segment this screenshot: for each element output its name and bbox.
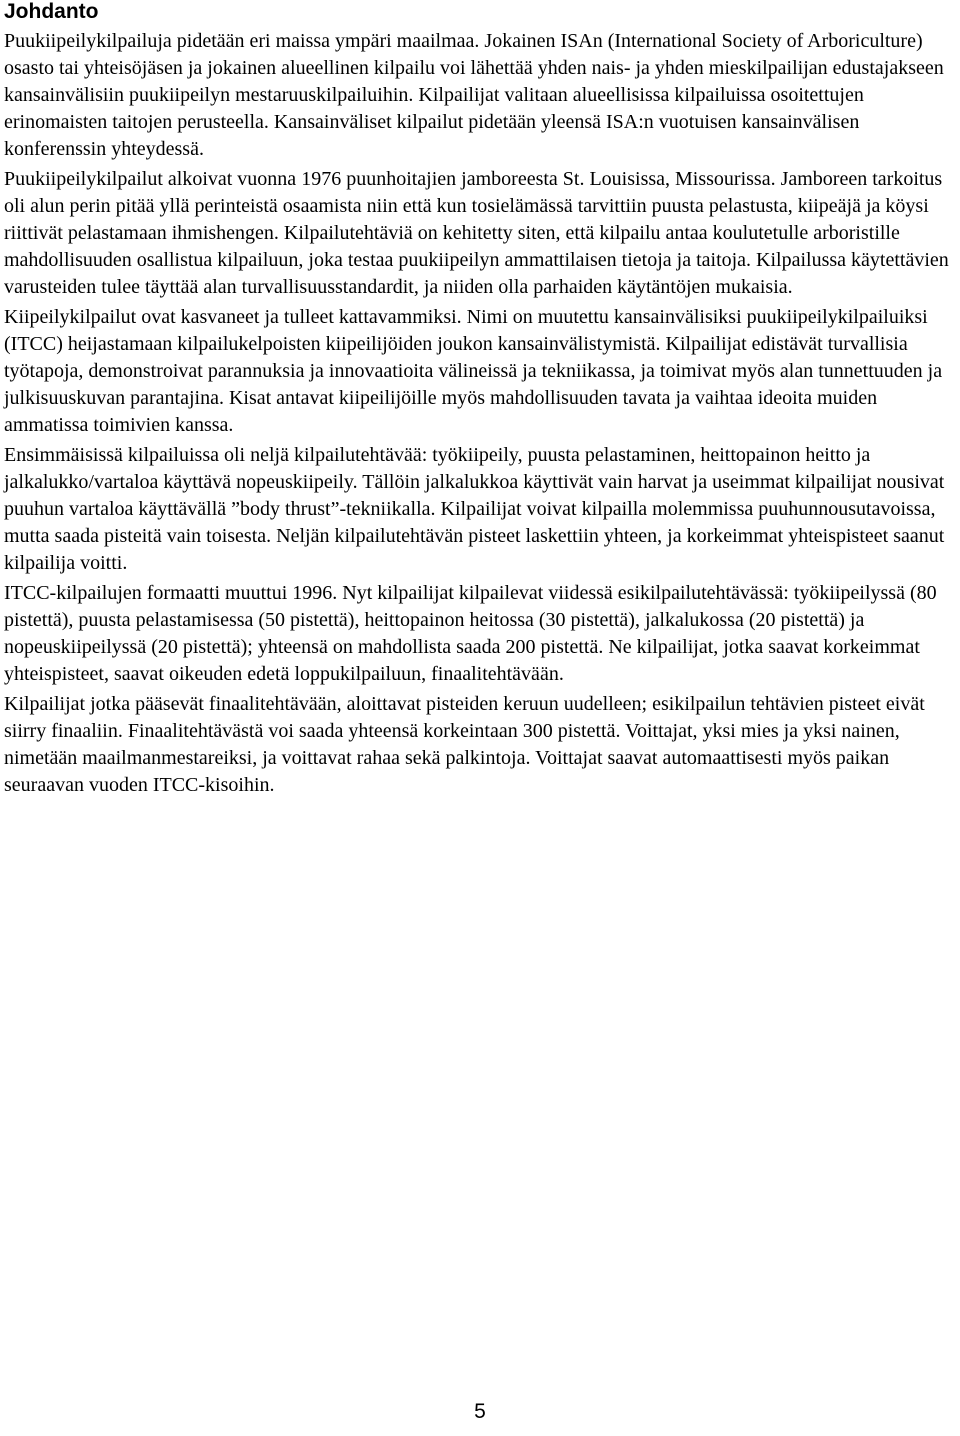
- paragraph-history: Puukiipeilykilpailut alkoivat vuonna 1976 puunhoitajien jamboreesta St. Louisissa, Missourissa. Jamboreen tarkoitus oli alun perin pitää yllä perinteistä osaamista niin että kun tosielämässä tarvittiin puusta pelastusta, kiipeäjä ja köysi riittivät pelastamaan ihmishengen. Kilpailutehtäviä on kehitetty siten, että kilpailu antaa koulutetulle arboristille mahdollisuuden osallistua kilpailuun, joka testaa puukiipeilyn ammattilaisen tietoja ja taitoja. Kilpailussa käytettävien varusteiden tulee täyttää alan turvallisuusstandardit, ja niiden olla parhaiden käytäntöjen mukaisia.: [4, 168, 949, 298]
- page-heading: Johdanto: [4, 0, 99, 23]
- paragraph-finals: Kilpailijat jotka pääsevät finaalitehtävään, aloittavat pisteiden keruun uudelleen; esikilpailun tehtävien pisteet eivät siirry finaaliin. Finaalitehtävästä voi saada yhteensä korkeintaan 300 pistettä. Voittajat, yksi mies ja yksi nainen, nimetään maailmanmestareiksi, ja voittavat rahaa sekä palkintoja. Voittajat saavat automaattisesti myös paikan seuraavan vuoden ITCC-kisoihin.: [4, 693, 925, 796]
- paragraph-growth: Kiipeilykilpailut ovat kasvaneet ja tulleet kattavammiksi. Nimi on muutettu kansainvälisiksi puukiipeilykilpailuiksi (ITCC) heijastamaan kilpailukelpoisten kiipeilijöiden joukon kansainvälistymistä. Kilpailijat edistävät turvallisia työtapoja, demonstroivat parannuksia ja innovaatioita välineissä ja tekniikassa, ja toimivat myös alan tunnettuuden ja julkisuuskuvan parantajina. Kisat antavat kiipeilijöille myös mahdollisuuden tavata ja vaihtaa ideoita muiden ammatissa toimivien kanssa.: [4, 306, 943, 436]
- paragraph-first-events: Ensimmäisissä kilpailuissa oli neljä kilpailutehtävää: työkiipeily, puusta pelastaminen, heittopainon heitto ja jalkalukko/vartaloa käyttävä nopeuskiipeily. Tällöin jalkalukkoa käyttivät vain harvat ja useimmat kilpailijat nousivat puuhun vartaloa käyttävällä ”body thrust”-tekniikalla. Kilpailijat voivat kilpailla molemmissa puuhunnousutavoissa, mutta saada pisteitä vain toisesta. Neljän kilpailutehtävän pisteet laskettiin yhteen, ja korkeimmat yhteispisteet saanut kilpailija voitti.: [4, 444, 945, 574]
- paragraph-format-change: ITCC-kilpailujen formaatti muuttui 1996. Nyt kilpailijat kilpailevat viidessä esikilpailutehtävässä: työkiipeilyssä (80 pistettä), puusta pelastamisessa (50 pistettä), heittopainon heitossa (30 pistettä), jalkalukossa (20 pistettä) ja nopeuskiipeilyssä (20 pistettä); yhteensä on mahdollista saada 200 pistettä. Ne kilpailijat, jotka saavat korkeimmat yhteispisteet, saavat oikeuden edetä loppukilpailuun, finaalitehtävään.: [4, 582, 937, 685]
- paragraph-intro: Puukiipeilykilpailuja pidetään eri maissa ympäri maailmaa. Jokainen ISAn (International Society of Arboriculture) osasto tai yhteisöjäsen ja jokainen alueellinen kilpailu voi lähettää yhden nais- ja yhden mieskilpailijan edustajakseen kansainvälisiin puukiipeilyn mestaruuskilpailuihin. Kilpailijat valitaan alueellisissa kilpailuissa osoitettujen erinomaisten taitojen perusteella. Kansainväliset kilpailut pidetään yleensä ISA:n vuotuisen kansainvälisen konferenssin yhteydessä.: [4, 30, 944, 160]
- page-number: 5: [474, 1400, 486, 1423]
